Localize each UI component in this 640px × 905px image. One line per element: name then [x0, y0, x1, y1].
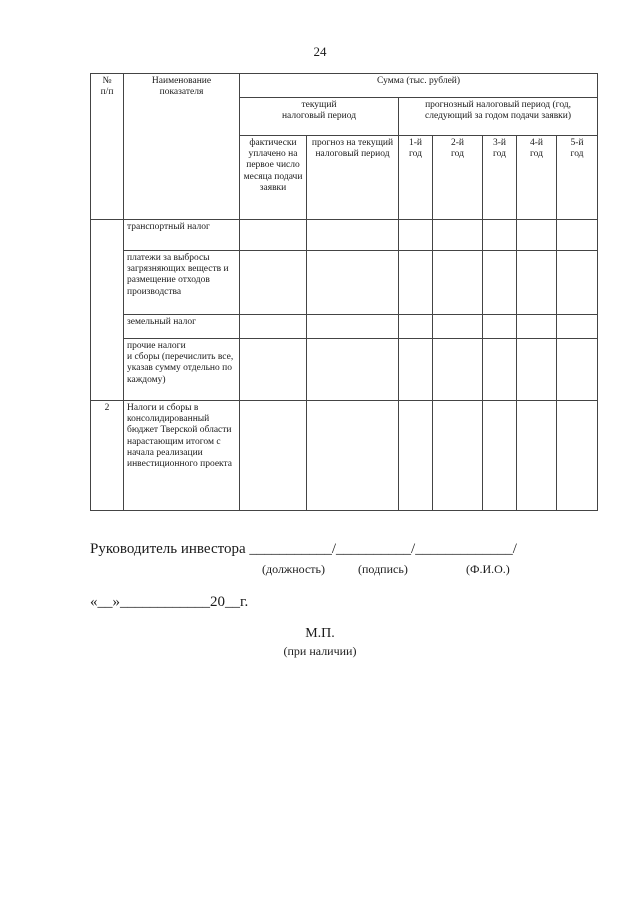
- header-sum: Сумма (тыс. рублей): [240, 74, 598, 98]
- signature-line: [90, 541, 517, 558]
- stamp-label: М.П.: [305, 626, 335, 641]
- signature-blanks: ___________/__________/_____________/: [245, 541, 517, 557]
- date-line: «__»____________20__г.: [90, 594, 249, 610]
- row-no-cell: 2: [91, 401, 124, 511]
- row-name-cell: Налоги и сборы в консолидированный бюджет Тверской области нарастающим итогом с начала реализации инвестиционного проекта: [124, 401, 240, 511]
- header-forecast-period: прогнозный налоговый период (год, следующий за годом подачи заявки): [399, 98, 598, 136]
- header-actual-paid: фактически уплачено на первое число месяца подачи заявки: [240, 136, 307, 220]
- row-name-cell: прочие налоги и сборы (перечислить все, указав сумму отдельно по каждому): [124, 339, 240, 401]
- stamp-note: (при наличии): [283, 644, 357, 658]
- table-row: [91, 401, 598, 511]
- header-year-2: 2-й год: [433, 136, 483, 220]
- header-year-3: 3-й год: [483, 136, 517, 220]
- tax-table: [90, 73, 598, 511]
- header-name: Наименование показателя: [124, 74, 240, 220]
- row-name-cell: земельный налог: [124, 315, 240, 339]
- header-no: № п/п: [91, 74, 124, 220]
- header-year-4: 4-й год: [517, 136, 557, 220]
- table-row: [91, 251, 598, 315]
- signature-caption: (подпись): [358, 562, 408, 576]
- row-no-cell: [91, 220, 124, 401]
- page-number: 24: [313, 44, 327, 59]
- position-caption: (должность): [262, 562, 325, 576]
- table-row: [91, 220, 598, 251]
- row-name-cell: транспортный налог: [124, 220, 240, 251]
- table-row: [91, 315, 598, 339]
- header-current-period: текущий налоговый период: [240, 98, 399, 136]
- header-year-1: 1-й год: [399, 136, 433, 220]
- fio-caption: (Ф.И.О.): [466, 562, 510, 576]
- table-row: [91, 339, 598, 401]
- row-name-cell: платежи за выбросы загрязняющих веществ и размещение отходов производства: [124, 251, 240, 315]
- signature-label: Руководитель инвестора: [90, 541, 246, 557]
- header-forecast-current: прогноз на текущий налоговый период: [307, 136, 399, 220]
- header-year-5: 5-й год: [557, 136, 598, 220]
